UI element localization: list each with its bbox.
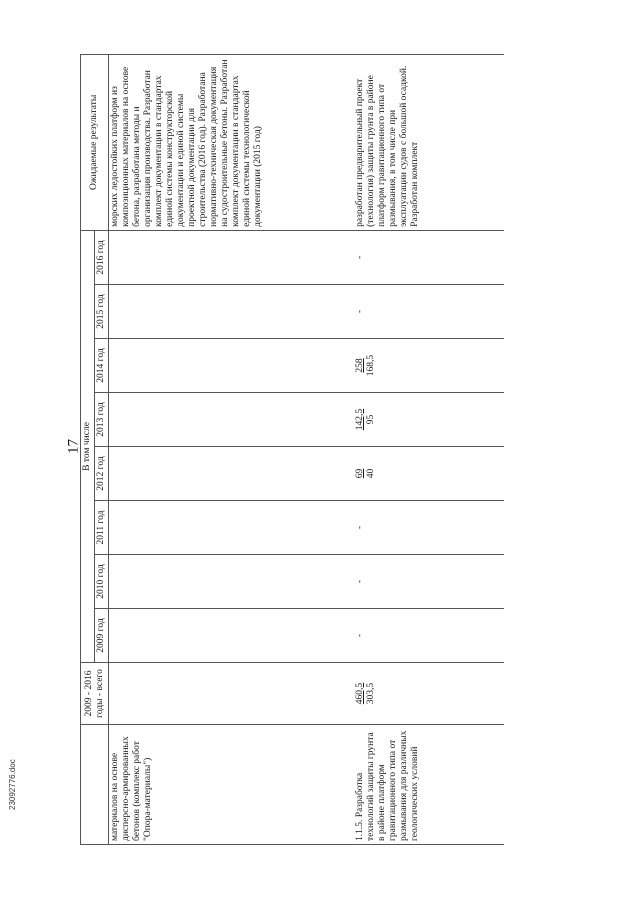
value-top: - <box>354 633 365 638</box>
value-top: 69 <box>354 468 365 479</box>
total-bottom: 303,5 <box>365 682 376 705</box>
header-year-2015: 2015 год <box>95 285 109 339</box>
footer-filename: 23092776.doc <box>8 759 17 810</box>
value-top: - <box>354 525 365 530</box>
cell-2013 <box>109 393 354 447</box>
funding-table <box>80 54 504 845</box>
cell-2011 <box>354 501 504 555</box>
header-including: В том числе <box>81 230 95 662</box>
row-total <box>354 663 504 725</box>
header-year-2010: 2010 год <box>95 555 109 609</box>
table-row <box>109 54 354 844</box>
header-year-2009: 2009 год <box>95 609 109 663</box>
cell-2009 <box>354 609 504 663</box>
row-name: материалов на основе дисперсно-армированных бетонов (комплекс работ "Опора-материалы") <box>109 725 354 845</box>
rotated-table-container <box>80 55 590 845</box>
cell-2015 <box>109 285 354 339</box>
total-top: 460,5 <box>354 682 365 705</box>
header-total: 2009 - 2016 годы - всего <box>81 663 109 725</box>
cell-2014 <box>109 339 354 393</box>
value-bottom: 40 <box>365 468 376 479</box>
cell-2016 <box>354 230 504 284</box>
row-total <box>109 663 354 725</box>
row-name: 1.1.5. Разработка технологий защиты грунта в районе платформ гравитационного типа от размывания для различных геологических условий <box>354 725 504 845</box>
cell-2010 <box>354 555 504 609</box>
value-top: 258 <box>354 358 365 373</box>
cell-2013 <box>354 393 504 447</box>
header-year-2012: 2012 год <box>95 447 109 501</box>
header-results: Ожидаемые результаты <box>81 54 109 230</box>
value-bottom: 168,5 <box>365 354 376 377</box>
header-year-2013: 2013 год <box>95 393 109 447</box>
cell-2011 <box>109 501 354 555</box>
row-results: морских ледостойких платформ из композиционных материалов на основе бетона, разработана методы и организация производства. Разработан комплект документации в стандартах единой системы конструкторской документации и единой системы проектной документации для строительства (2016 год). Разработана нормативно-техническая документация на судостроительные бетоны. Разработан комплект документации в стандартах единой системы технологической документации (2015 год) <box>109 54 354 230</box>
cell-2016 <box>109 230 354 284</box>
value-top: 142,5 <box>354 408 365 431</box>
cell-2010 <box>109 555 354 609</box>
row-results: разработан предварительный проект (технология) защиты грунта в районе платформ гравитационного типа от размывания, в том числе при эксплуатации судов с большой осадкой. Разработан комплект <box>354 54 504 230</box>
header-name-blank <box>81 725 109 845</box>
cell-2015 <box>354 285 504 339</box>
value-bottom: 95 <box>365 414 376 425</box>
header-year-2011: 2011 год <box>95 501 109 555</box>
value-top: - <box>354 309 365 314</box>
header-year-2016: 2016 год <box>95 230 109 284</box>
value-top: - <box>354 255 365 260</box>
page-number: 17 <box>65 439 82 454</box>
cell-2012 <box>109 447 354 501</box>
header-year-2014: 2014 год <box>95 339 109 393</box>
cell-2012 <box>354 447 504 501</box>
value-top: - <box>354 579 365 584</box>
table-row <box>354 54 504 844</box>
cell-2009 <box>109 609 354 663</box>
cell-2014 <box>354 339 504 393</box>
